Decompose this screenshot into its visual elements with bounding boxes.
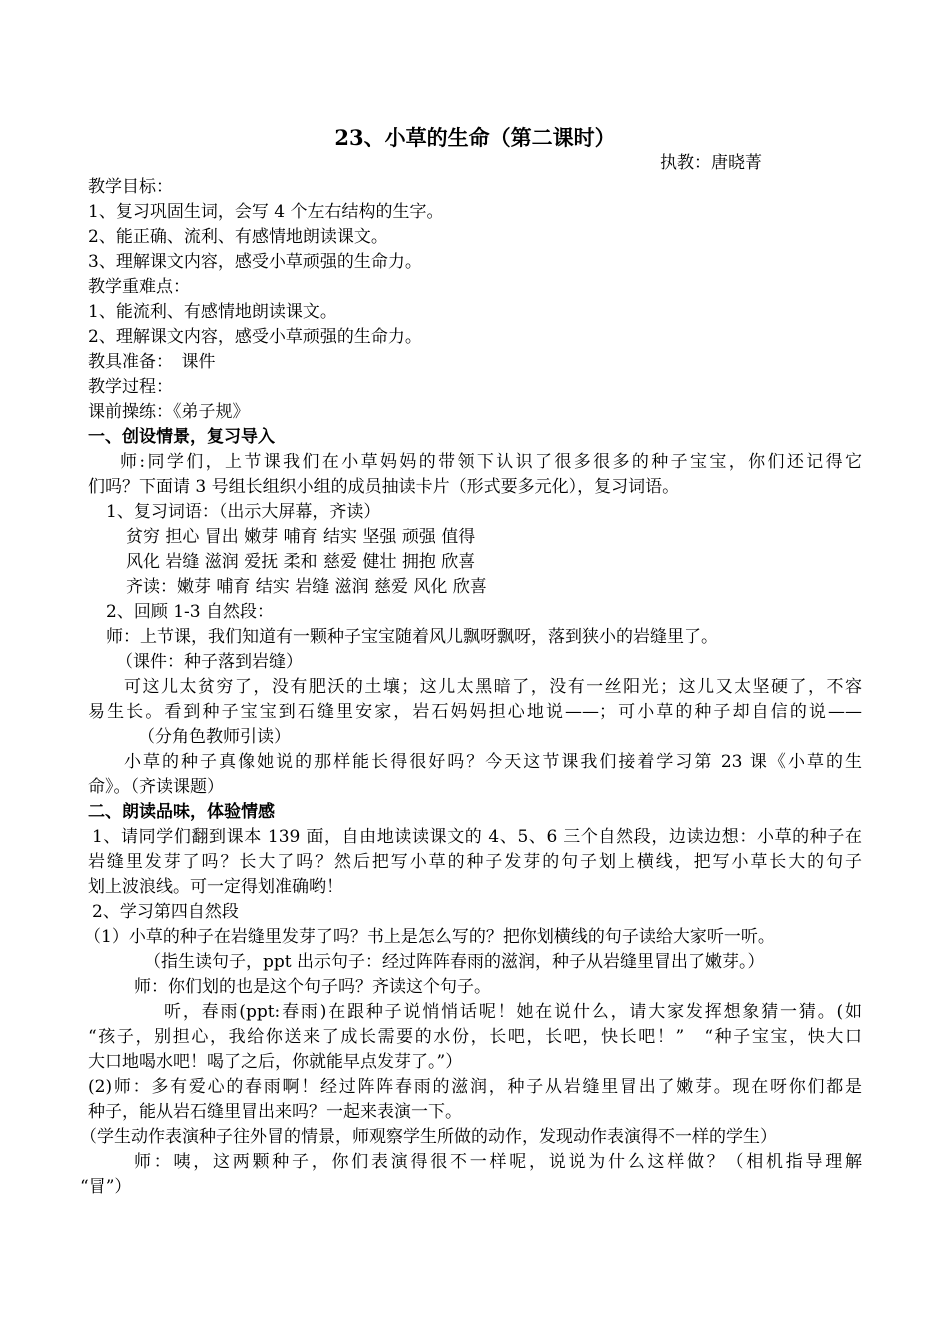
paragraph-line: 岩缝里发芽了吗？长大了吗？然后把写小草的种子发芽的句子划上横线，把写小草长大的句子 <box>88 852 862 872</box>
step-heading: 2、学习第四自然段 <box>92 902 239 922</box>
pre-class-drill: 课前操练：《弟子规》 <box>88 402 250 422</box>
paragraph-line: “孩子，别担心，我给你送来了成长需要的水份，长吧，长吧，快长吧！” “种子宝宝，快大口 <box>88 1027 862 1047</box>
key-point-item: 1、能流利、有感情地朗读课文。 <box>88 302 337 322</box>
courseware-note: （课件：种子落到岩缝） <box>116 652 303 672</box>
paragraph-line: 们吗？下面请 3 号组长组织小组的成员抽读卡片（形式要多元化），复习词语。 <box>88 477 680 497</box>
teaching-aids: 教具准备： 课件 <box>88 352 216 372</box>
part-one-heading: 一、创设情景，复习导入 <box>88 427 275 447</box>
teacher-name: 执教：唐晓菁 <box>660 153 762 173</box>
paragraph-line: 师：咦，这两颗种子，你们表演得很不一样呢，说说为什么这样做？（相机指导理解 <box>134 1152 862 1172</box>
part-two-heading: 二、朗读品味，体验情感 <box>88 802 275 822</box>
paragraph-line: 师：你们划的也是这个句子吗？齐读这个句子。 <box>134 977 491 997</box>
paragraph-line: 师：上节课，我们知道有一颗种子宝宝随着风儿飘呀飘呀，落到狭小的岩缝里了。 <box>106 627 718 647</box>
paragraph-line: 师:同学们，上节课我们在小草妈妈的带领下认识了很多很多的种子宝宝，你们还记得它 <box>120 452 862 472</box>
paragraph-line: 小草的种子真像她说的那样能长得很好吗？今天这节课我们接着学习第 23 课《小草的生 <box>124 752 862 772</box>
review-words-heading: 1、复习词语：（出示大屏幕，齐读） <box>106 502 381 522</box>
review-paragraphs-heading: 2、回顾 1-3 自然段： <box>106 602 274 622</box>
paragraph-line: 易生长。看到种子宝宝到石缝里安家，岩石妈妈担心地说——；可小草的种子却自信的说—— <box>88 702 862 722</box>
word-list-row: 齐读：嫩芽 哺育 结实 岩缝 滋润 慈爱 风化 欣喜 <box>126 577 487 597</box>
word-list-row: 风化 岩缝 滋润 爱抚 柔和 慈爱 健壮 拥抱 欣喜 <box>126 552 476 572</box>
paragraph-line: 划上波浪线。可一定得划准确哟！ <box>88 877 343 897</box>
word-list-row: 贫穷 担心 冒出 嫩芽 哺育 结实 坚强 顽强 值得 <box>126 527 476 547</box>
objective-item: 1、复习巩固生词，会写 4 个左右结构的生字。 <box>88 202 444 222</box>
paragraph-line: （学生动作表演种子往外冒的情景，师观察学生所做的动作，发现动作表演得不一样的学生） <box>80 1127 777 1147</box>
page-title: 23、小草的生命（第二课时） <box>334 125 616 150</box>
paragraph-line: 1、请同学们翻到课本 139 面，自由地读读课文的 4、5、6 三个自然段，边读边想：小草的种子在 <box>92 827 862 847</box>
paragraph-line: 种子，能从岩石缝里冒出来吗？一起来表演一下。 <box>88 1102 462 1122</box>
section-heading-process: 教学过程： <box>88 377 173 397</box>
paragraph-line: 命》。（齐读课题） <box>88 777 224 797</box>
section-heading-key-points: 教学重难点： <box>88 277 190 297</box>
section-heading-objectives: 教学目标： <box>88 177 173 197</box>
objective-item: 2、能正确、流利、有感情地朗读课文。 <box>88 227 388 247</box>
reading-note: （分角色教师引读） <box>138 727 291 747</box>
key-point-item: 2、理解课文内容，感受小草顽强的生命力。 <box>88 327 422 347</box>
paragraph-line: 听，春雨(ppt:春雨)在跟种子说悄悄话呢！她在说什么，请大家发挥想象猜一猜。(如 <box>164 1002 862 1022</box>
objective-item: 3、理解课文内容，感受小草顽强的生命力。 <box>88 252 422 272</box>
paragraph-line: 大口地喝水吧！喝了之后，你就能早点发芽了。”） <box>88 1052 463 1072</box>
paragraph-line: 可这儿太贫穷了，没有肥沃的土壤；这儿太黑暗了，没有一丝阳光；这儿又太坚硬了，不容 <box>124 677 862 697</box>
paragraph-line: (2)师：多有爱心的春雨啊！经过阵阵春雨的滋润，种子从岩缝里冒出了嫩芽。现在呀你们都是 <box>88 1077 862 1097</box>
paragraph-line: （1）小草的种子在岩缝里发芽了吗？书上是怎么写的？把你划横线的句子读给大家听一听。 <box>84 927 775 947</box>
paragraph-line: （指生读句子，ppt 出示句子：经过阵阵春雨的滋润，种子从岩缝里冒出了嫩芽。） <box>144 952 765 972</box>
paragraph-line: “冒”） <box>80 1177 132 1197</box>
